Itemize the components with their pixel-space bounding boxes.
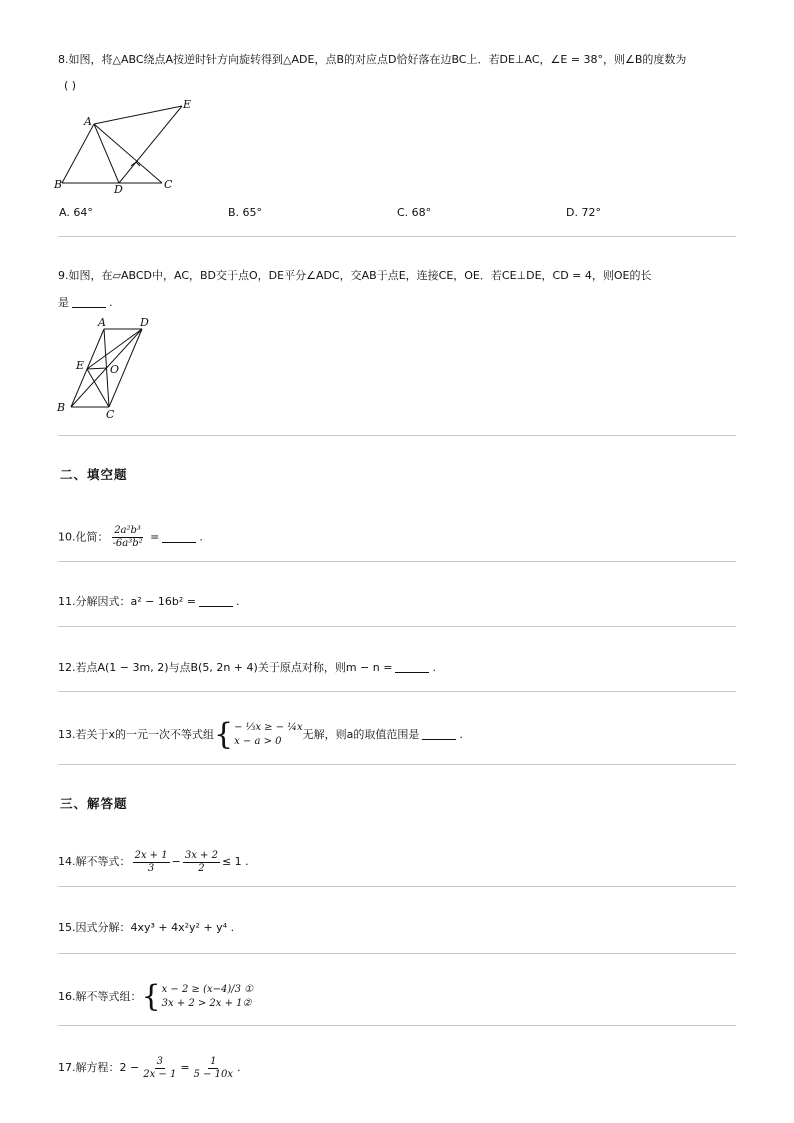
q8-option-c: C. 68° (397, 206, 432, 219)
q9-stem-end (58, 295, 113, 311)
q13-inequality-system (214, 717, 303, 752)
q10-equals: = (150, 530, 160, 544)
q12 (58, 660, 436, 676)
label-d: D (140, 316, 149, 329)
q10-denominator: -6a³b² (112, 538, 143, 549)
label-c: C (164, 178, 173, 191)
q13-middle: 无解，则a的取值范围是 (302, 728, 420, 741)
q12-answer-blank (395, 662, 429, 673)
q16-inequality-1: x − 2 ≥ (x−4)/3 ① (161, 984, 254, 995)
q16-inequality-2: 3x + 2 > 2x + 1② (161, 998, 252, 1009)
q16-prefix: 16.解不等式组： (58, 990, 142, 1003)
q10-fraction (111, 525, 145, 550)
label-c: C (106, 408, 115, 421)
q13-suffix: . (459, 728, 463, 741)
q8-answer-paren: ( ) (64, 79, 77, 92)
q8-option-b: B. 65° (228, 206, 263, 219)
q9-figure (52, 312, 162, 422)
q14-fraction-1-numerator: 2x + 1 (134, 849, 168, 861)
q17-fraction-2-denominator: 5 − 10x (193, 1068, 234, 1080)
q10-suffix: . (199, 530, 203, 544)
q8-stem: 8.如图，将△ABC绕点A按逆时针方向旋转得到△ADE，点B的对应点D恰好落在边BC上．若DE⊥AC，∠E = 38°，则∠B的度数为 (58, 53, 687, 66)
divider (58, 236, 736, 237)
q14-fraction-1 (133, 850, 170, 875)
q14-fraction-1-denominator: 3 (147, 862, 155, 874)
segment-ad (94, 124, 119, 183)
label-a: A (84, 115, 92, 128)
segment-de (119, 106, 182, 183)
left-brace: { (214, 717, 234, 752)
q11-answer-blank (199, 596, 233, 607)
q12-suffix: . (432, 661, 436, 674)
label-o: O (110, 363, 120, 376)
q17-fraction-1-denominator: 2x − 1 (143, 1068, 177, 1080)
q13-prefix: 13.若关于x的一元一次不等式组 (58, 728, 215, 741)
divider (58, 691, 736, 692)
q8-option-a: A. 64° (59, 206, 93, 219)
q13 (58, 717, 463, 752)
q9-stem: 9.如图，在▱ABCD中，AC，BD交于点O，DE平分∠ADC，交AB于点E，连接CE，OE．若CE⊥DE，CD = 4，则OE的长 (58, 269, 652, 282)
section-heading-fill-in: 二、填空题 (60, 467, 128, 482)
segment-ec (87, 369, 109, 407)
q10-numerator: 2a²b³ (114, 525, 141, 536)
q17-suffix: . (237, 1061, 241, 1074)
q8-figure (52, 96, 202, 196)
divider (58, 626, 736, 627)
q14-fraction-2 (183, 850, 220, 875)
q17-fraction-1 (141, 1056, 178, 1081)
segment-ae (94, 106, 182, 124)
label-b: B (54, 178, 63, 191)
q9-answer-blank (72, 297, 106, 308)
q11-suffix: . (235, 595, 240, 608)
label-b: B (57, 401, 66, 414)
q8-option-d: D. 72° (566, 206, 601, 219)
label-e: E (76, 359, 85, 372)
label-a: A (98, 316, 106, 329)
q12-text: 12.若点A(1 − 3m, 2)与点B(5, 2n + 4)关于原点对称，则m − n = (58, 661, 393, 674)
q17-fraction-2-numerator: 1 (210, 1055, 217, 1067)
q17-equals: = (180, 1061, 190, 1074)
q14-minus: − (171, 855, 181, 868)
segment-eo (87, 368, 107, 369)
divider (58, 886, 736, 887)
q11-text: 11.分解因式：a² − 16b² = (58, 595, 196, 608)
q10 (58, 525, 203, 550)
q16 (58, 979, 254, 1014)
q17-prefix: 17.解方程：2 − (58, 1061, 140, 1074)
q16-inequality-system (141, 979, 254, 1014)
q17 (58, 1054, 241, 1082)
divider (58, 953, 736, 954)
q11 (58, 594, 239, 610)
q9-stem-suffix: . (109, 296, 113, 309)
section-heading-solutions: 三、解答题 (60, 796, 128, 811)
q13-inequality-1: − ⅓x ≥ − ¼x (234, 722, 303, 733)
q13-answer-blank (422, 729, 456, 740)
label-d: D (114, 183, 123, 196)
q14-prefix: 14.解不等式： (58, 855, 131, 868)
q14 (58, 848, 249, 876)
q14-fraction-2-numerator: 3x + 2 (184, 849, 218, 861)
q10-answer-blank (162, 532, 196, 543)
q17-fraction-1-numerator: 3 (156, 1055, 163, 1067)
q10-prefix: 10.化简： (58, 530, 109, 544)
q14-rest: ≤ 1 . (221, 855, 249, 868)
q15-text: 15.因式分解：4xy³ + 4x²y² + y⁴ . (58, 921, 235, 934)
label-e: E (183, 98, 192, 111)
divider (58, 435, 736, 436)
q14-fraction-2-denominator: 2 (198, 862, 205, 874)
segment-ab (62, 124, 94, 183)
q17-fraction-2 (192, 1056, 235, 1081)
divider (58, 1025, 736, 1026)
divider (58, 561, 736, 562)
q13-inequality-2: x − a > 0 (234, 736, 282, 747)
left-brace: { (141, 979, 161, 1014)
q9-stem-prefix: 是 (58, 296, 69, 309)
divider (58, 764, 736, 765)
segment-ac (94, 124, 162, 183)
